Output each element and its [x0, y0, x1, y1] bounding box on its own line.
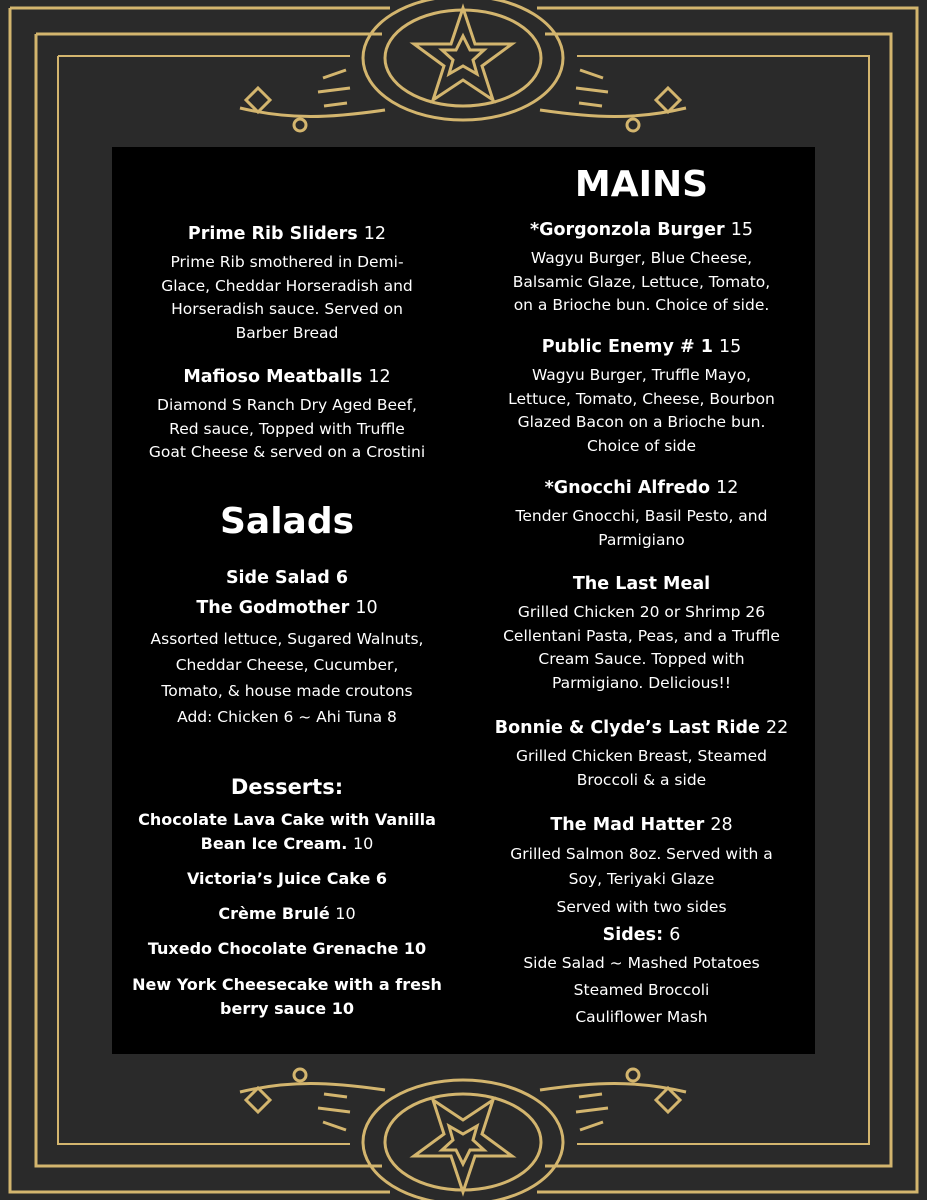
bottom-star-emblem-icon: [240, 1069, 686, 1200]
sides-list: Side Salad ~ Mashed Potatoes Steamed Broccoli Cauliflower Mash: [523, 954, 760, 1026]
dessert-item: Crème Brulé 10: [218, 904, 356, 923]
menu-item-description: Grilled Chicken Breast, Steamed Broccoli & a side: [516, 747, 767, 789]
menu-item-description: Prime Rib smothered in Demi- Glace, Cheddar Horseradish and Horseradish sauce. Served on Barber Bread: [161, 253, 413, 342]
menu-item-description: Diamond S Ranch Dry Aged Beef, Red sauce, Topped with Truffle Goat Cheese & served on a Crostini: [148, 396, 426, 461]
menu-item-name: The Mad Hatter 28: [550, 815, 733, 835]
dessert-item: Chocolate Lava Cake with Vanilla Bean Ice Cream. 10: [138, 810, 436, 853]
desserts-heading: Desserts:: [230, 775, 344, 799]
dessert-item: New York Cheesecake with a fresh berry sauce 10: [132, 975, 442, 1018]
sides-heading: Sides: 6: [602, 925, 681, 945]
menu-item-description: Tender Gnocchi, Basil Pesto, and Parmigiano: [515, 507, 768, 549]
menu-item-description: Grilled Salmon 8oz. Served with a Soy, Teriyaki Glaze Served with two sides: [510, 845, 773, 916]
menu-item-name: *Gorgonzola Burger 15: [529, 220, 754, 240]
menu-item-description: Grilled Chicken 20 or Shrimp 26 Cellentani Pasta, Peas, and a Truffle Cream Sauce. Topped with Parmigiano. Delicious!!: [503, 603, 780, 692]
menu-item-name: Prime Rib Sliders 12: [187, 224, 387, 244]
dessert-item: Tuxedo Chocolate Grenache 10: [147, 939, 427, 958]
side-salad-item: Side Salad 6: [225, 568, 349, 588]
dessert-item: Victoria’s Juice Cake 6: [186, 869, 388, 888]
menu-item-name: *Gnocchi Alfredo 12: [544, 478, 739, 498]
menu-item-description: Wagyu Burger, Blue Cheese, Balsamic Glaze, Lettuce, Tomato, on a Brioche bun. Choice of side.: [512, 249, 771, 314]
mains-heading: MAINS: [574, 164, 709, 205]
menu-item-name: Bonnie & Clyde’s Last Ride 22: [494, 718, 789, 738]
menu-item-name: Mafioso Meatballs 12: [183, 367, 391, 387]
menu-item-description: Assorted lettuce, Sugared Walnuts, Cheddar Cheese, Cucumber, Tomato, & house made croutons Add: Chicken 6 ~ Ahi Tuna 8: [150, 630, 424, 726]
salads-heading: Salads: [219, 501, 355, 542]
menu-item-description: Wagyu Burger, Truffle Mayo, Lettuce, Tomato, Cheese, Bourbon Glazed Bacon on a Brioche bun. Choice of side: [508, 366, 775, 455]
menu-panel: [112, 147, 815, 1054]
menu-item-name: Public Enemy # 1 15: [541, 337, 742, 357]
menu-item-name: The Godmother 10: [196, 598, 378, 618]
top-star-emblem-icon: [240, 0, 686, 131]
menu-item-name: The Last Meal: [572, 574, 711, 594]
